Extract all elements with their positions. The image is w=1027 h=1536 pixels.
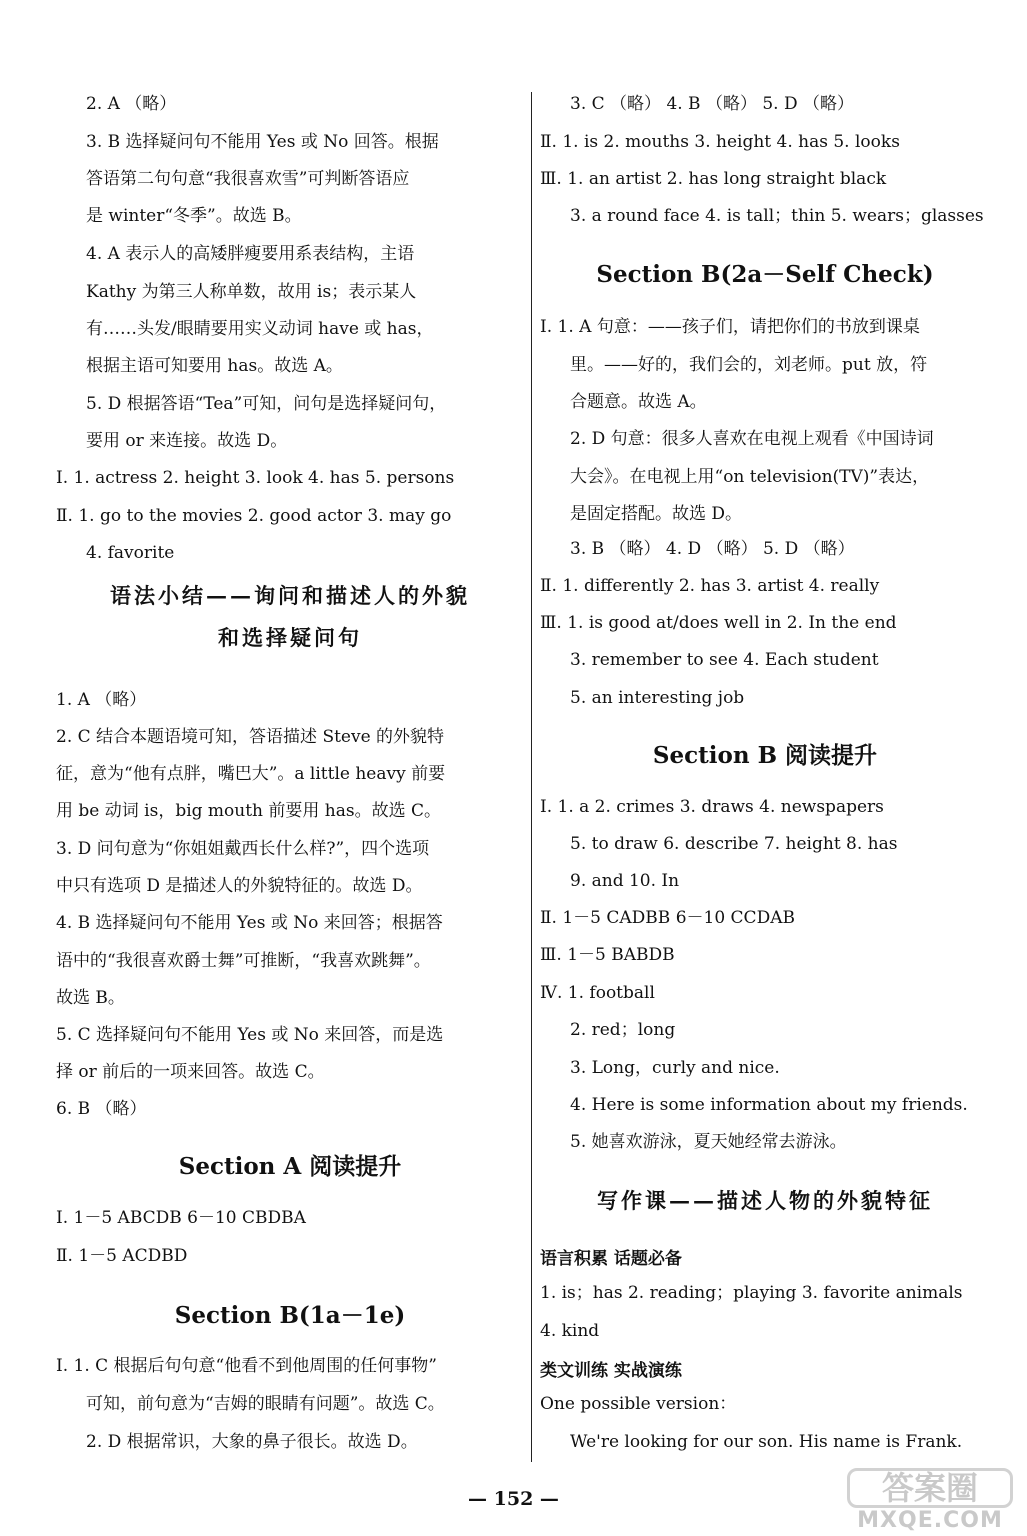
answer-line: Ⅱ. 1－5 CADBB 6－10 CCDAB [540, 908, 795, 928]
answer-line: 是 winter“冬季”。故选 B。 [86, 206, 302, 226]
answer-line: 3. B （略） 4. D （略） 5. D （略） [570, 539, 855, 559]
answer-line: 4. kind [540, 1321, 600, 1341]
answer-line: 4. A 表示人的高矮胖瘦要用系表结构，主语 [86, 244, 415, 264]
answer-line: 要用 or 来连接。故选 D。 [86, 431, 288, 451]
watermark-logo-text: 答案圈 [847, 1468, 1013, 1508]
answer-line: 3. Long，curly and nice. [570, 1058, 780, 1078]
answer-line: 6. B （略） [56, 1099, 147, 1119]
answer-line: 2. C 结合本题语境可知，答语描述 Steve 的外貌特 [56, 727, 445, 747]
answer-line: 是固定搭配。故选 D。 [570, 504, 743, 524]
answer-line: Ⅱ. 1. is 2. mouths 3. height 4. has 5. looks [540, 132, 900, 152]
answer-line: 3. C （略） 4. B （略） 5. D （略） [570, 94, 855, 114]
answer-line: Ⅳ. 1. football [540, 983, 655, 1003]
answer-line: 里。——好的，我们会的，刘老师。put 放，符 [570, 355, 928, 375]
answer-line: Ⅲ. 1. is good at/does well in 2. In the end [540, 613, 897, 633]
answer-line: Ⅰ. 1. actress 2. height 3. look 4. has 5. persons [56, 468, 455, 488]
answer-line: 择 or 前后的一项来回答。故选 C。 [56, 1062, 325, 1082]
answer-line: One possible version： [540, 1394, 737, 1414]
section-heading: Section A 阅读提升 [178, 1153, 402, 1180]
answer-line: 4. favorite [86, 543, 175, 563]
answer-line: 用 be 动词 is，big mouth 前要用 has。故选 C。 [56, 801, 442, 821]
answer-line: 大会》。在电视上用“on television(TV)”表达， [570, 467, 930, 487]
watermark-url: MXQE.COM [857, 1508, 1003, 1533]
grammar-subtitle: 和选择疑问句 [218, 625, 362, 650]
answer-line: Ⅰ. 1. A 句意：——孩子们，请把你们的书放到课桌 [540, 317, 920, 337]
answer-line: 有……头发/眼睛要用实义动词 have 或 has， [86, 319, 434, 339]
answer-line: We're looking for our son. His name is Frank. [570, 1432, 963, 1452]
answer-line: 1. A （略） [56, 690, 147, 710]
answer-line: 5. D 根据答语“Tea”可知，问句是选择疑问句， [86, 394, 447, 414]
answer-line: Ⅲ. 1－5 BABDB [540, 945, 675, 965]
watermark-logo [847, 1468, 1013, 1534]
answer-line: 5. 她喜欢游泳，夏天她经常去游泳。 [570, 1132, 847, 1152]
column-divider [531, 92, 532, 1462]
right-column [540, 0, 990, 1536]
grammar-title: 语法小结——询问和描述人的外貌 [110, 583, 470, 608]
section-heading: Section B(1a－1e) [174, 1302, 406, 1329]
answer-line: 4. B 选择疑问句不能用 Yes 或 No 来回答；根据答 [56, 913, 443, 933]
answer-line: 2. D 句意：很多人喜欢在电视上观看《中国诗词 [570, 429, 934, 449]
answer-line: Ⅰ. 1. a 2. crimes 3. draws 4. newspapers [540, 797, 884, 817]
answer-line: Ⅰ. 1. C 根据后句句意“他看不到他周围的任何事物” [56, 1356, 437, 1376]
answer-line: Ⅲ. 1. an artist 2. has long straight black [540, 169, 887, 189]
answer-line: 3. remember to see 4. Each student [570, 650, 879, 670]
answer-line: Ⅱ. 1. differently 2. has 3. artist 4. really [540, 576, 880, 596]
answer-line: Kathy 为第三人称单数，故用 is；表示某人 [86, 282, 417, 302]
answer-line: 可知，前句意为“吉姆的眼睛有问题”。故选 C。 [86, 1394, 445, 1414]
answer-line: 4. Here is some information about my friends. [570, 1095, 968, 1115]
answer-line: Ⅱ. 1－5 ACDBD [56, 1246, 188, 1266]
answer-line: 征，意为“他有点胖，嘴巴大”。a little heavy 前要 [56, 764, 446, 784]
answer-line: 5. C 选择疑问句不能用 Yes 或 No 来回答，而是选 [56, 1025, 444, 1045]
answer-line: 故选 B。 [56, 988, 125, 1008]
answer-line: 2. red；long [570, 1020, 676, 1040]
subsection-label: 语言积累 话题必备 [540, 1249, 682, 1269]
answer-line: 5. an interesting job [570, 688, 745, 708]
answer-line: 2. D 根据常识，大象的鼻子很长。故选 D。 [86, 1432, 418, 1452]
answer-line: 3. D 问句意为“你姐姐戴西长什么样?”，四个选项 [56, 839, 430, 859]
answer-line: 2. A （略） [86, 94, 177, 114]
answer-line: 3. B 选择疑问句不能用 Yes 或 No 回答。根据 [86, 132, 439, 152]
answer-line: 根据主语可知要用 has。故选 A。 [86, 356, 343, 376]
answer-line: 中只有选项 D 是描述人的外貌特征的。故选 D。 [56, 876, 423, 896]
section-heading: Section B 阅读提升 [652, 742, 878, 769]
answer-line: 语中的“我很喜欢爵士舞”可推断，“我喜欢跳舞”。 [56, 951, 431, 971]
section-heading: Section B(2a－Self Check) [596, 261, 934, 288]
answer-line: 9. and 10. In [570, 871, 680, 891]
answer-line: 5. to draw 6. describe 7. height 8. has [570, 834, 898, 854]
page-number: — 152 — [468, 1488, 559, 1510]
answer-line: 答语第二句句意“我很喜欢雪”可判断答语应 [86, 169, 410, 189]
answer-line: 3. a round face 4. is tall；thin 5. wears；glasses [570, 206, 984, 226]
answer-line: Ⅰ. 1－5 ABCDB 6－10 CBDBA [56, 1208, 306, 1228]
subsection-label: 类文训练 实战演练 [540, 1361, 682, 1381]
answer-line: 合题意。故选 A。 [570, 392, 707, 412]
answer-line: Ⅱ. 1. go to the movies 2. good actor 3. may go [56, 506, 452, 526]
answer-line: 1. is；has 2. reading；playing 3. favorite animals [540, 1283, 963, 1303]
left-column [56, 0, 524, 1536]
writing-title: 写作课——描述人物的外貌特征 [597, 1188, 933, 1213]
